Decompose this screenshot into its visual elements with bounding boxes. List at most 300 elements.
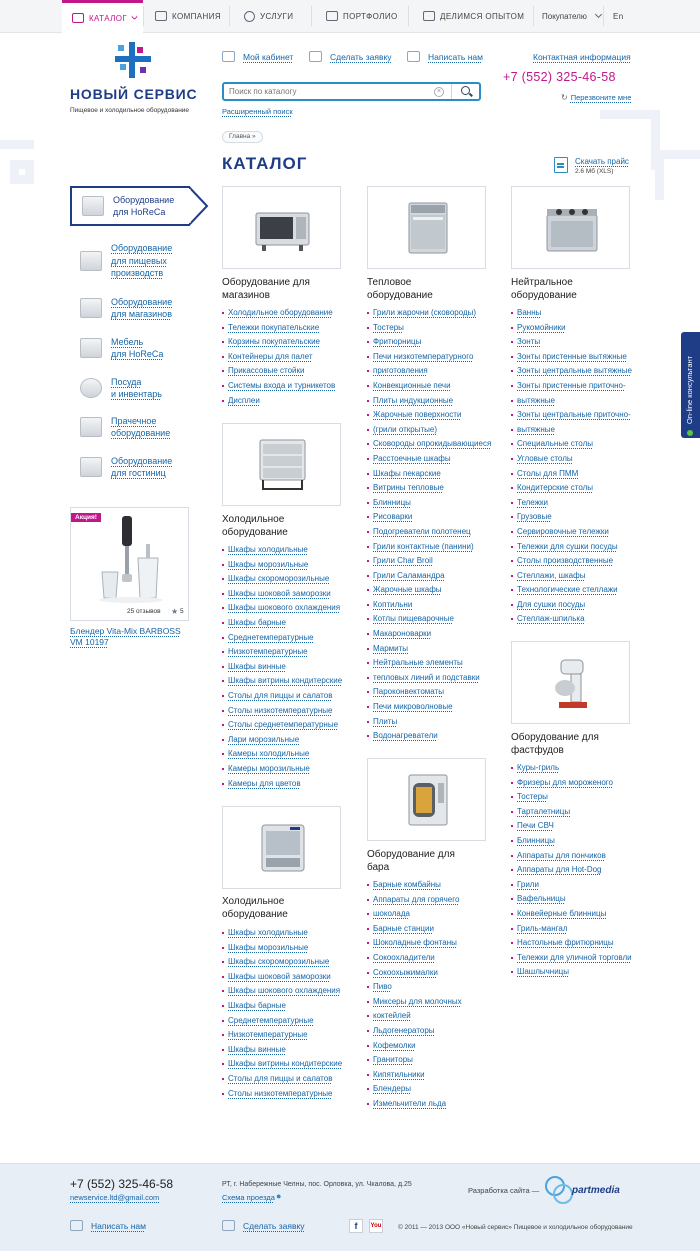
category-link[interactable]: Кипятильники [373,1069,425,1079]
list-item[interactable] [511,922,646,937]
sidebar-item-shops[interactable] [70,288,210,328]
category-link[interactable]: Шкафы барные [228,617,286,627]
category-link[interactable]: Печи СВЧ [517,821,554,831]
list-item[interactable] [511,878,646,893]
list-item[interactable] [367,306,502,321]
list-item[interactable] [222,689,357,704]
advanced-search-link[interactable]: Расширенный поиск [222,107,293,116]
list-item[interactable] [222,733,357,748]
list-item[interactable] [511,423,646,438]
list-item[interactable] [367,1068,502,1083]
category-link[interactable]: Столы низкотемпературные [228,705,333,715]
category-link[interactable]: Камеры для цветов [228,778,301,788]
sidebar-item-food-production[interactable] [70,241,210,281]
category-link[interactable]: Кофемолки [373,1040,416,1050]
category-link[interactable]: Пиво [373,982,392,992]
category-link[interactable]: Столы для пиццы и салатов [228,1073,333,1083]
list-item[interactable] [511,379,646,394]
category-link[interactable]: Грузовые [517,512,552,522]
list-item[interactable] [511,819,646,834]
list-item[interactable] [367,350,502,365]
category-link[interactable]: Тартaлетницы [517,806,571,816]
list-item[interactable] [511,612,646,627]
search-button[interactable] [451,84,479,99]
youtube-icon[interactable]: You [369,1219,383,1233]
list-item[interactable] [511,583,646,598]
category-link[interactable]: Шкафы холодильные [228,545,308,554]
category-card-title[interactable]: Холодильное оборудование [222,514,288,538]
list-item[interactable] [367,437,502,452]
list-item[interactable] [367,656,502,671]
list-item[interactable] [367,394,502,409]
list-item[interactable] [222,762,357,777]
list-item[interactable] [367,335,502,350]
category-link[interactable]: Нейтральные элементы [373,658,463,668]
category-card-title[interactable]: Оборудование для магазинов [222,277,310,301]
list-item[interactable] [222,587,357,602]
category-link[interactable]: Тележки покупательские [228,322,320,332]
list-item[interactable] [511,790,646,805]
list-item[interactable] [367,525,502,540]
nav-experience[interactable] [423,0,524,32]
list-item[interactable] [367,1009,502,1024]
nav-company[interactable] [155,0,221,32]
category-link[interactable]: вытяжные [517,395,555,405]
list-item[interactable] [367,510,502,525]
category-link[interactable]: Зонты пристенные приточно- [517,380,626,390]
list-item[interactable] [367,922,502,937]
list-item[interactable] [367,540,502,555]
category-link[interactable]: Грили жарочни (сковороды) [373,308,477,317]
list-item[interactable] [367,715,502,730]
category-link[interactable]: Льдогенераторы [373,1025,435,1035]
list-item[interactable] [511,408,646,423]
category-link[interactable]: Кондитерские столы [517,483,594,493]
list-item[interactable] [222,1072,357,1087]
category-link[interactable]: Столы для пиццы и салатов [228,690,333,700]
category-link[interactable]: Печи микроволновые [373,702,453,712]
list-item[interactable] [367,612,502,627]
list-item[interactable] [367,936,502,951]
category-link[interactable]: Шкафы витрины кондитерские [228,1059,343,1069]
list-item[interactable] [367,1082,502,1097]
list-item[interactable] [367,700,502,715]
sidebar-item-label: Оборудование для гостиниц [111,455,173,478]
category-link[interactable]: Шкафы шоковой заморозки [228,588,331,598]
promo-reviews[interactable]: 25 отзывов [127,608,161,615]
category-link[interactable]: Шкафы морозильные [228,559,309,569]
category-link[interactable]: Вафельницы [517,894,566,904]
list-item[interactable] [222,394,357,409]
list-item[interactable] [222,321,357,336]
footer-email[interactable]: newservice.ltd@gmail.com [70,1193,160,1202]
list-item[interactable] [367,481,502,496]
category-link[interactable]: Зонты [517,337,541,347]
category-link[interactable]: Технологические стеллажи [517,585,618,595]
category-link[interactable]: Столы производственные [517,556,614,566]
category-card-title[interactable]: Холодильное оборудование [222,896,288,920]
list-item[interactable] [222,543,357,558]
category-link[interactable]: Грили Char Broil [373,556,433,566]
promo-card[interactable] [70,507,189,621]
category-link[interactable]: Плиты [373,716,398,726]
callback-link[interactable] [561,93,631,102]
category-link[interactable]: Шкафы винные [228,1044,286,1054]
category-link[interactable]: Грили контактные (панини) [373,541,474,551]
category-card-title[interactable]: Тепловое оборудование [367,277,433,301]
category-link[interactable]: Тележки для сушки посуды [517,541,618,551]
my-cabinet-link[interactable] [222,51,293,62]
list-item[interactable] [222,645,357,660]
list-item[interactable] [222,631,357,646]
list-item[interactable] [367,1039,502,1054]
list-item[interactable] [222,999,357,1014]
footer-make-request-label[interactable]: Сделать заявку [243,1220,305,1231]
list-item[interactable] [511,834,646,849]
category-card-image[interactable] [511,186,630,269]
list-item[interactable] [222,777,357,792]
list-item[interactable] [367,878,502,893]
category-link[interactable]: Сковороды опрокидывающиеся [373,439,492,449]
list-item[interactable] [222,1028,357,1043]
category-link[interactable]: Шкафы шоковой заморозки [228,971,331,981]
contact-info-link[interactable]: Контактная информация [533,52,631,62]
list-item[interactable] [222,364,357,379]
list-item[interactable] [511,510,646,525]
category-link[interactable]: Столы среднетемпературные [228,720,339,730]
category-link[interactable]: Корзины покупательские [228,337,320,347]
category-link[interactable]: Макароноварки [373,629,432,639]
list-item[interactable] [511,849,646,864]
category-link[interactable]: Столы для ПММ [517,468,579,478]
list-item[interactable] [222,1043,357,1058]
category-link[interactable]: (грили открытые) [373,424,438,434]
category-link[interactable]: Контейнеры для палет [228,351,313,361]
nav-role-select[interactable] [542,0,601,32]
category-link[interactable]: Тележки [517,497,548,507]
list-item[interactable] [222,558,357,573]
category-card-image[interactable] [222,423,341,506]
category-link[interactable]: Рукомойники [517,322,566,332]
category-link[interactable]: Котлы пищеварочные [373,614,454,624]
list-item[interactable] [511,761,646,776]
sidebar-item-horeca[interactable] [70,186,190,226]
category-link[interactable]: Зонты центральные вытяжные [517,366,632,376]
category-link[interactable]: Тележки для уличной торговли [517,952,632,962]
category-link[interactable]: Фризеры для мороженого [517,777,613,787]
list-item[interactable] [511,907,646,922]
list-item[interactable] [222,674,357,689]
category-link[interactable]: Пароконвектоматы [373,687,444,697]
developer-logo[interactable] [544,1173,630,1207]
sidebar-item-hotels[interactable] [70,447,210,487]
list-item[interactable] [222,970,357,985]
list-item[interactable] [222,379,357,394]
list-item[interactable] [367,893,502,908]
list-item[interactable] [511,321,646,336]
list-item[interactable] [367,627,502,642]
make-request-link[interactable] [309,51,392,62]
category-link[interactable]: коктейлей [373,1011,411,1021]
list-item[interactable] [222,941,357,956]
list-item[interactable] [511,335,646,350]
category-link[interactable]: Шкафы барные [228,1000,286,1010]
list-item[interactable] [367,364,502,379]
category-link[interactable]: Стеллаж-шпилька [517,614,585,624]
facebook-icon[interactable]: f [349,1219,363,1233]
category-link[interactable]: Шкафы шокового охлаждения [228,986,341,996]
footer-make-request[interactable] [222,1220,305,1231]
category-link[interactable]: Стеллажи, шкафы [517,570,586,580]
category-link[interactable]: Мармиты [373,643,409,653]
category-link[interactable]: Аппараты для горячего [373,894,460,904]
online-consultant-tab[interactable] [681,332,700,438]
list-item[interactable] [367,1053,502,1068]
write-us-link[interactable] [407,51,483,62]
category-link[interactable]: Жарочные поверхности [373,410,462,420]
list-item[interactable] [511,598,646,613]
footer-write-us[interactable] [70,1220,146,1231]
list-item[interactable] [511,569,646,584]
category-link[interactable]: Прикассовые стойки [228,366,305,376]
list-item[interactable] [367,452,502,467]
clear-search-icon[interactable]: × [434,87,444,97]
list-item[interactable] [222,747,357,762]
category-link[interactable]: Блинницы [517,835,555,845]
category-link[interactable]: Угловые столы [517,453,573,463]
category-link[interactable]: шоколада [373,909,410,919]
category-link[interactable]: Холодильное оборудование [228,308,333,317]
list-item[interactable] [367,729,502,744]
category-link[interactable]: Шкафы пекарские [373,468,441,478]
category-link[interactable]: Конвекционные печи [373,380,451,390]
category-link[interactable]: Камеры морозильные [228,763,310,773]
category-link[interactable]: Барные станции [373,923,434,933]
category-link[interactable]: Аппараты для пончиков [517,850,606,860]
category-link[interactable]: Измельчители льда [373,1098,447,1108]
category-card-title[interactable]: Оборудование для фастфудов [511,732,599,756]
download-price-link[interactable]: Скачать прайс [575,157,629,166]
list-item[interactable] [222,601,357,616]
category-card-title[interactable]: Оборудование для бара [367,849,455,873]
category-link[interactable]: Гриль-мангал [517,923,568,933]
list-item[interactable] [222,1087,357,1102]
category-link[interactable]: Шкафы скороморозильные [228,574,330,584]
list-item[interactable] [222,660,357,675]
category-link[interactable]: Подогреватели полотенец [373,526,471,536]
category-link[interactable]: Плиты индукционные [373,395,454,405]
list-item[interactable] [511,805,646,820]
category-link[interactable]: Низкотемпературные [228,1030,308,1040]
category-link[interactable]: Коптильни [373,599,413,609]
list-item[interactable] [367,951,502,966]
list-item[interactable] [367,1024,502,1039]
chevron-down-icon [131,13,138,20]
list-item[interactable] [511,394,646,409]
list-item[interactable] [511,892,646,907]
product-image [543,201,600,255]
category-link[interactable]: Специальные столы [517,439,593,449]
write-us-label[interactable]: Написать нам [428,51,483,62]
category-link[interactable]: Шоколадные фонтаны [373,938,457,948]
category-link[interactable]: Сокоохладители [373,952,435,962]
list-item[interactable] [511,364,646,379]
list-item[interactable] [511,554,646,569]
list-item[interactable] [511,496,646,511]
mail-icon [407,51,420,62]
category-card-image[interactable] [222,186,341,269]
category-link[interactable]: Аппараты для Hot-Dog [517,865,602,875]
category-link[interactable]: Печи низкотемпературного [373,351,474,361]
category-link[interactable]: Шкафы витрины кондитерские [228,676,343,686]
category-link[interactable]: Барные комбайны [373,880,441,889]
list-item[interactable] [367,966,502,981]
list-item[interactable] [222,306,357,321]
list-item[interactable] [511,965,646,980]
list-item[interactable] [367,554,502,569]
category-link[interactable]: Тостеры [373,322,404,332]
list-item[interactable] [367,467,502,482]
list-item[interactable] [511,525,646,540]
logo-mark-icon [115,42,151,78]
category-card-image[interactable] [511,641,630,724]
category-link[interactable]: Столы низкотемпературные [228,1088,333,1098]
category-link[interactable]: приготовления [373,366,428,376]
list-item[interactable] [511,306,646,321]
list-item[interactable] [367,980,502,995]
category-link[interactable]: Расстоечные шкафы [373,453,451,463]
list-item[interactable] [511,350,646,365]
list-item[interactable] [222,350,357,365]
list-item[interactable] [222,955,357,970]
category-link[interactable]: Сокоохыжималки [373,967,438,977]
category-link[interactable]: Конвейерные блинницы [517,908,607,918]
category-link[interactable]: Тостеры [517,792,548,802]
make-request-label[interactable]: Сделать заявку [330,51,392,62]
category-link[interactable]: Грили [517,879,539,889]
category-link[interactable]: Шкафы холодильные [228,928,308,937]
list-item[interactable] [367,321,502,336]
promo-product-link[interactable]: Блендер Vita-Mix BARBOSS VM 10197 [70,626,181,647]
list-item[interactable] [222,1014,357,1029]
sidebar-item-dishes[interactable] [70,368,210,408]
category-link[interactable]: тепловых линий и подставки [373,672,480,682]
list-item[interactable] [367,496,502,511]
list-item[interactable] [222,704,357,719]
list-item[interactable] [511,437,646,452]
category-link[interactable]: Грили Саламандра [373,570,445,580]
category-link[interactable]: Зонты центральные приточно- [517,410,631,420]
category-link[interactable]: Настольные фритюрницы [517,938,614,948]
sidebar-item-furniture[interactable] [70,328,210,368]
category-link[interactable]: Для сушки посуды [517,599,586,609]
category-link[interactable]: Витрины тепловые [373,483,444,493]
online-status-icon [687,430,693,436]
category-card-image[interactable] [222,806,341,889]
category-link[interactable]: Водонагреватели [373,731,438,741]
nav-lang-en[interactable] [613,0,624,32]
category-link[interactable]: Лари морозильные [228,734,300,744]
category-link[interactable]: Системы входа и турникетов [228,380,336,390]
list-item[interactable] [511,936,646,951]
category-card-image[interactable] [367,758,486,841]
list-item[interactable] [367,1097,502,1112]
list-item[interactable] [367,379,502,394]
list-item[interactable] [367,907,502,922]
category-link[interactable]: Среднетемпературные [228,632,314,642]
list-item[interactable] [511,481,646,496]
list-item[interactable] [222,984,357,999]
list-item[interactable] [222,572,357,587]
list-item[interactable] [511,467,646,482]
category-link[interactable]: вытяжные [517,424,555,434]
list-item[interactable] [511,776,646,791]
list-item[interactable] [222,1057,357,1072]
nav-catalog[interactable] [62,0,143,33]
list-item[interactable] [367,995,502,1010]
list-item[interactable] [511,452,646,467]
callback-label[interactable]: Перезвоните мне [570,93,632,102]
category-card-image[interactable] [367,186,486,269]
category-link[interactable]: Шкафы морозильные [228,942,309,952]
list-item[interactable] [222,335,357,350]
category-link[interactable]: Граниторы [373,1055,413,1065]
category-link[interactable]: Зонты пристенные вытяжные [517,351,627,361]
category-link[interactable]: Дисплеи [228,395,260,405]
list-item[interactable] [222,616,357,631]
list-item[interactable] [367,583,502,598]
list-item[interactable] [367,408,502,423]
category-link[interactable]: Камеры холодильные [228,749,310,759]
list-item[interactable] [222,718,357,733]
category-card-title[interactable]: Нейтральное оборудование [511,277,577,301]
category-link[interactable]: Жарочные шкафы [373,585,442,595]
category-link[interactable]: Среднетемпературные [228,1015,314,1025]
category-link[interactable]: Куры-гриль [517,763,560,772]
search-input[interactable] [224,84,424,99]
category-link[interactable]: Блинницы [373,497,411,507]
category-link[interactable]: Миксеры для молочных [373,996,462,1006]
category-link[interactable]: Шкафы шокового охлаждения [228,603,341,613]
category-link[interactable]: Низкотемпературные [228,647,308,657]
sidebar-item-laundry[interactable] [70,407,210,447]
list-item[interactable] [222,926,357,941]
category-link[interactable]: Шкафы скороморозильные [228,957,330,967]
nav-portfolio[interactable] [326,0,398,32]
my-cabinet-label[interactable]: Мой кабинет [243,51,294,62]
list-item[interactable] [511,540,646,555]
list-item[interactable] [367,685,502,700]
list-item[interactable] [367,569,502,584]
category-link[interactable]: Рисоварки [373,512,413,522]
list-item[interactable] [367,642,502,657]
list-item[interactable] [367,598,502,613]
category-link[interactable]: Шкафы винные [228,661,286,671]
list-item[interactable] [367,423,502,438]
list-item[interactable] [511,951,646,966]
footer-write-us-label[interactable]: Написать нам [91,1220,146,1231]
category-link[interactable]: Фритюрницы [373,337,422,347]
footer-map-link[interactable]: Схема проезда [222,1193,275,1202]
list-item[interactable] [511,863,646,878]
breadcrumb[interactable]: Главна » [222,131,263,143]
list-item[interactable] [367,671,502,686]
category-link[interactable]: Ванны [517,308,542,317]
category-link[interactable]: Сервировочные тележки [517,526,609,536]
nav-services[interactable] [244,0,293,32]
category-link[interactable]: Шашлычницы [517,967,570,977]
category-link[interactable]: Блендеры [373,1084,412,1094]
